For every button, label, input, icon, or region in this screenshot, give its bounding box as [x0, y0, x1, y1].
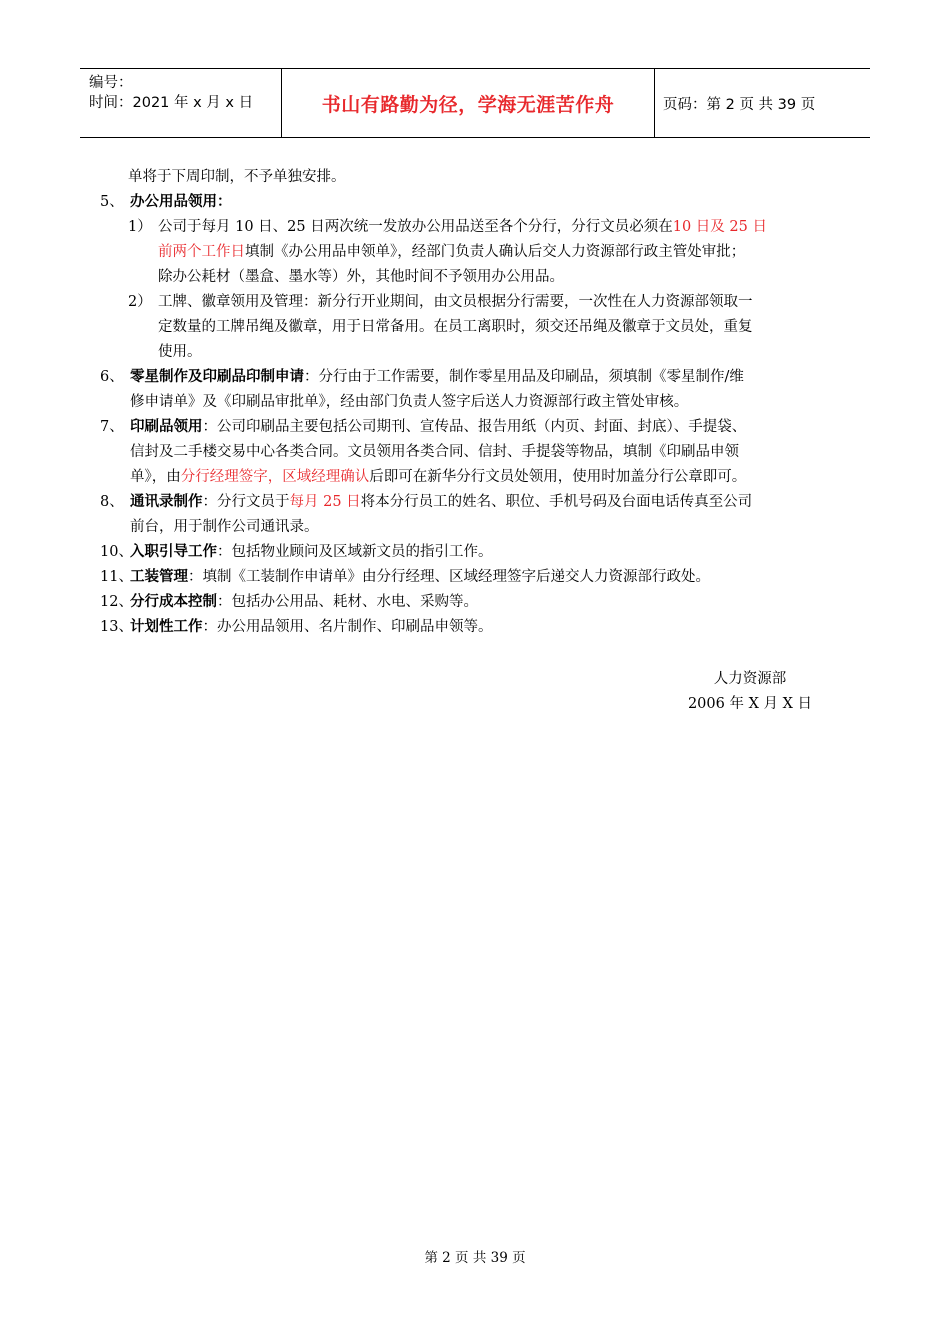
- text-segment: ：办公用品领用、名片制作、印刷品申领等。: [202, 619, 493, 635]
- item-body: [130, 590, 852, 615]
- document-number-label: 编号：: [89, 75, 133, 91]
- list-item-6: [100, 365, 852, 415]
- list-item-11: [100, 565, 852, 590]
- item-number: 13、: [100, 619, 133, 635]
- item-title: 零星制作及印刷品印制申请: [130, 369, 304, 385]
- sub-item-5-1: [100, 215, 852, 290]
- sub-item-number: 2）: [128, 294, 152, 310]
- list-item-12: [100, 590, 852, 615]
- text-segment: ：包括物业顾问及区域新文员的指引工作。: [217, 544, 493, 560]
- text-segment: 信封及二手楼交易中心各类合同。文员领用各类合同、信封、手提袋等物品，填制《印刷品申领: [130, 444, 739, 460]
- text-segment: 前台，用于制作公司通讯录。: [130, 519, 319, 535]
- item-body: [130, 415, 852, 490]
- item-title: 入职引导工作: [130, 544, 217, 560]
- header-left-cell: [80, 69, 282, 137]
- highlight-text: 10 日及 25 日: [672, 219, 767, 235]
- sub-item-body: [158, 290, 852, 365]
- item-body: [130, 490, 852, 540]
- text-segment: 将本分行员工的姓名、职位、手机号码及台面电话传真至公司: [360, 494, 753, 510]
- item-number: 10、: [100, 544, 133, 560]
- item-title: 印刷品领用: [130, 419, 203, 435]
- text-segment: 定数量的工牌吊绳及徽章，用于日常备用。在员工离职时，须交还吊绳及徽章于文员处，重复: [158, 319, 753, 335]
- text-segment: 公司于每月 10 日、25 日两次统一发放办公用品送至各个分行，分行文员必须在: [158, 219, 673, 235]
- document-time-label: 时间：2021 年 x 月 x 日: [89, 95, 254, 111]
- sub-item-number: 1）: [128, 219, 152, 235]
- header-motto: 书山有路勤为径，学海无涯苦作舟: [282, 69, 655, 137]
- item-number: 12、: [100, 594, 133, 610]
- text-segment: ：分行由于工作需要，制作零星用品及印刷品，须填制《零星制作/维: [304, 369, 744, 385]
- text-segment: 单》，由: [130, 469, 181, 485]
- text-segment: ：分行文员于: [202, 494, 290, 510]
- item-body: [130, 365, 852, 415]
- page-footer: 第 2 页 共 39 页: [424, 1250, 526, 1266]
- item-title: 工装管理: [130, 569, 188, 585]
- continuation-text: 单将于下周印制，不予单独安排。: [128, 169, 346, 185]
- item-number: 7、: [100, 419, 124, 435]
- signature-date: 2006 年 X 月 X 日: [687, 696, 813, 712]
- text-segment: ：填制《工装制作申请单》由分行经理、区域经理签字后递交人力资源部行政处。: [188, 569, 710, 585]
- list-item-7: [100, 415, 852, 490]
- text-segment: 修申请单》及《印刷品审批单》，经由部门负责人签字后送人力资源部行政主管处审核。: [130, 394, 689, 410]
- item-body: [130, 615, 852, 640]
- sub-item-5-2: [100, 290, 852, 365]
- header-page-info: 页码：第 2 页 共 39 页: [663, 96, 816, 113]
- list-item-13: [100, 615, 852, 640]
- document-body: [100, 165, 852, 640]
- item-number: 6、: [100, 369, 124, 385]
- item-number: 8、: [100, 494, 124, 510]
- highlight-text: 分行经理签字，区域经理确认: [180, 469, 370, 485]
- list-item-8: [100, 490, 852, 540]
- text-segment: 填制《办公用品申领单》，经部门负责人确认后交人力资源部行政主管处审批；: [245, 244, 746, 260]
- item-body: [130, 565, 852, 590]
- text-segment: 后即可在新华分行文员处领用，使用时加盖分行公章即可。: [369, 469, 747, 485]
- item-title: 计划性工作: [130, 619, 203, 635]
- item-body: [130, 540, 852, 565]
- sub-item-body: [158, 215, 852, 290]
- item-title: 通讯录制作: [130, 494, 203, 510]
- header-table: [80, 68, 870, 138]
- highlight-text: 每月 25 日: [289, 494, 361, 510]
- item-number: 11、: [100, 569, 133, 585]
- signature-department: 人力资源部: [713, 671, 787, 687]
- list-item-5: [100, 190, 852, 215]
- text-segment: 除办公耗材（墨盒、墨水等）外，其他时间不予领用办公用品。: [158, 269, 564, 285]
- list-item-10: [100, 540, 852, 565]
- item-title: 办公用品领用：: [130, 194, 232, 210]
- item-title: 分行成本控制: [130, 594, 217, 610]
- item-number: 5、: [100, 194, 124, 210]
- text-segment: ：包括办公用品、耗材、水电、采购等。: [217, 594, 478, 610]
- text-segment: 工牌、徽章领用及管理：新分行开业期间，由文员根据分行需要，一次性在人力资源部领取一: [158, 294, 753, 310]
- text-segment: 使用。: [158, 344, 202, 360]
- text-segment: ：公司印刷品主要包括公司期刊、宣传品、报告用纸（内页、封面、封底）、手提袋、: [202, 419, 747, 435]
- highlight-text: 前两个工作日: [158, 244, 245, 260]
